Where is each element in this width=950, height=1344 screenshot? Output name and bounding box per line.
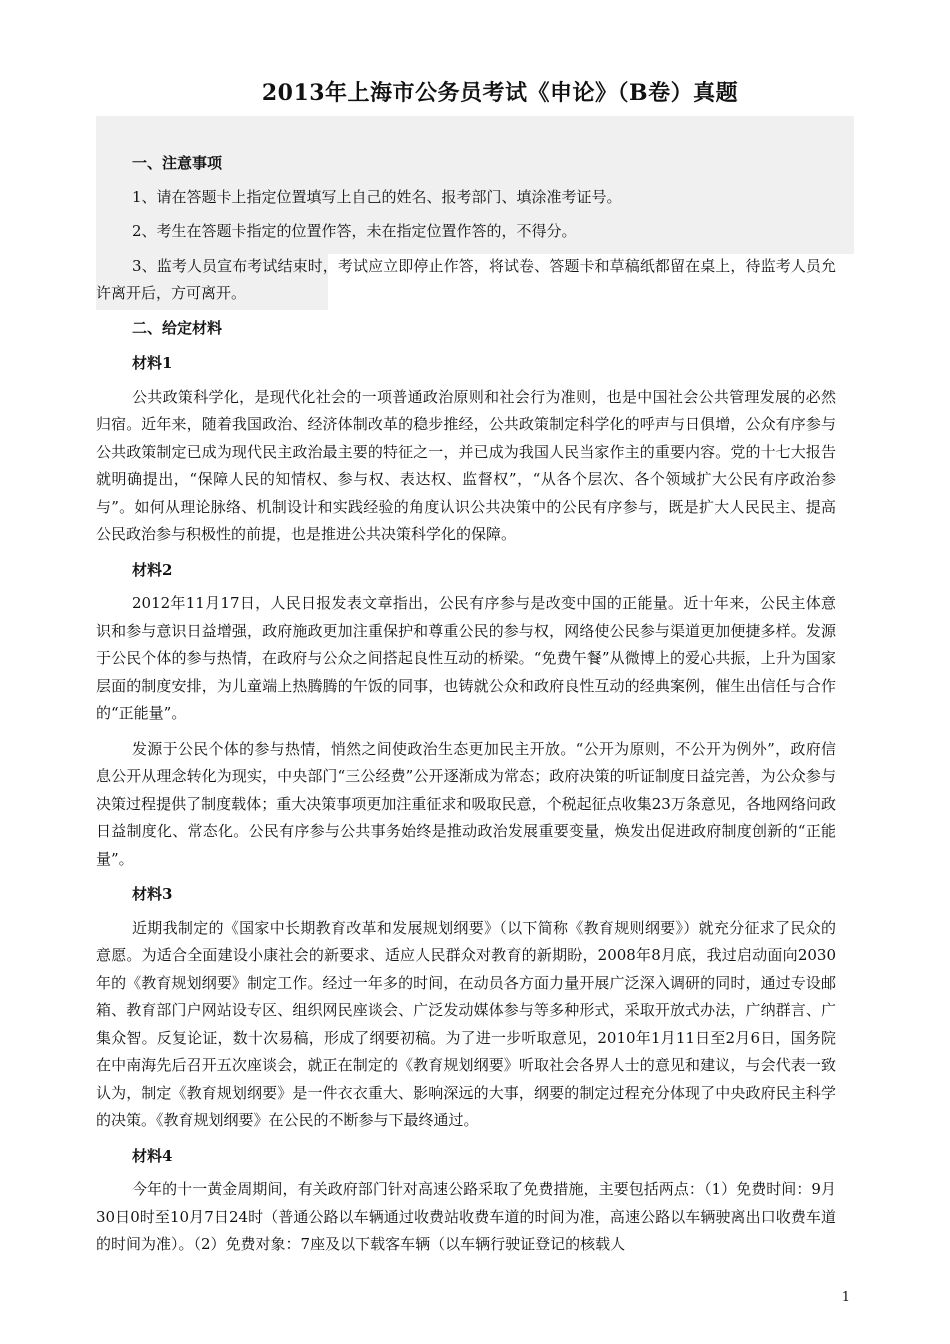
material-paragraph: 近期我制定的《国家中长期教育改革和发展规划纲要》（以下简称《教育规则纲要》）就充分征求了民众的意愿。为适合全面建设小康社会的新要求、适应人民群众对教育的新期盼，2008年8月底，我过启动面向2030年的《教育规划纲要》制定工作。经过一年多的时间，在动员各方面力量开展广泛深入调研的同时，通过专设邮箱、教育部门户网站设专区、组织网民座谈会、广泛发动媒体参与等多种形式，采取开放式办法，广纳群言、广集众智。反复论证，数十次易稿，形成了纲要初稿。为了进一步听取意见，2010年1月11日至2月6日，国务院在中南海先后召开五次座谈会，就正在制定的《教育规划纲要》听取社会各界人士的意见和建议，与会代表一致认为，制定《教育规划纲要》是一件衣衣重大、影响深远的大事，纲要的制定过程充分体现了中央政府民主科学的决策。《教育规划纲要》在公民的不断参与下最终通过。 bbox=[96, 918, 836, 1129]
page-title: 2013年上海市公务员考试《申论》（B卷）真题 bbox=[261, 80, 739, 106]
material-paragraph: 公共政策科学化，是现代化社会的一项普通政治原则和社会行为准则，也是中国社会公共管理发展的必然归宿。近年来，随着我国政治、经济体制改革的稳步推经，公共政策制定科学化的呼声与日俱增，公众有序参与公共政策制定已成为现代民主政治最主要的特征之一，并已成为我国人民当家作主的重要内容。党的十七大报告就明确提出，“保障人民的知情权、参与权、表达权、监督权”，“从各个层次、各个领域扩大公民有序政治参与”。如何从理论脉络、机制设计和实践经验的角度认识公共决策中的公民有序参与，既是扩大人民民主、提高公民政治参与积极性的前提，也是推进公共决策科学化的保障。 bbox=[96, 387, 836, 543]
page-number: 1 bbox=[841, 1290, 850, 1305]
material-heading: 材料1 bbox=[132, 354, 173, 372]
note-item: 2、考生在答题卡指定的位置作答，未在指定位置作答的，不得分。 bbox=[132, 222, 577, 240]
note-item: 1、请在答题卡上指定位置填写上自己的姓名、报考部门、填涂准考证号。 bbox=[132, 187, 622, 206]
material-heading: 材料2 bbox=[132, 560, 173, 579]
material-paragraph: 今年的十一黄金周期间，有关政府部门针对高速公路采取了免费措施，主要包括两点：（1）免费时间：9月30日0时至10月7日24时（普通公路以车辆通过收费站收费车道的时间为准，高速公路以车辆驶离出口收费车道的时间为准）。（2）免费对象：7座及以下载客车辆（以车辆行驶证登记的核载人 bbox=[96, 1180, 836, 1253]
document-body bbox=[96, 150, 836, 1259]
materials-heading: 二、给定材料 bbox=[132, 318, 223, 337]
material-heading: 材料3 bbox=[132, 885, 173, 903]
material-paragraph: 2012年11月17日，人民日报发表文章指出，公民有序参与是改变中国的正能量。近十年来，公民主体意识和参与意识日益增强，政府施政更加注重保护和尊重公民的参与权，网络使公民参与渠道更加便捷多样。发源于公民个体的参与热情，在政府与公众之间搭起良性互动的桥梁。“免费午餐”从微博上的爱心共振，上升为国家层面的制度安排，为儿童端上热腾腾的午饭的同事，也铸就公众和政府良性互动的经典案例，催生出信任与合作的“正能量”。 bbox=[96, 594, 836, 722]
material-paragraph: 发源于公民个体的参与热情，悄然之间使政治生态更加民主开放。“公开为原则，不公开为例外”，政府信息公开从理念转化为现实，中央部门“三公经费”公开逐渐成为常态；政府决策的听证制度日益完善，为公众参与决策过程提供了制度载体；重大决策事项更加注重征求和吸取民意，个税起征点收集23万条意见，各地网络问政日益制度化、常态化。公民有序参与公共事务始终是推动政治发展重要变量，焕发出促进政府制度创新的“正能量”。 bbox=[96, 739, 836, 868]
material-heading: 材料4 bbox=[132, 1146, 173, 1165]
notes-heading: 一、注意事项 bbox=[132, 154, 223, 172]
note-item: 3、监考人员宣布考试结束时，考试应立即停止作答，将试卷、答题卡和草稿纸都留在桌上，待监考人员允许离开后，方可离开。 bbox=[96, 256, 836, 302]
